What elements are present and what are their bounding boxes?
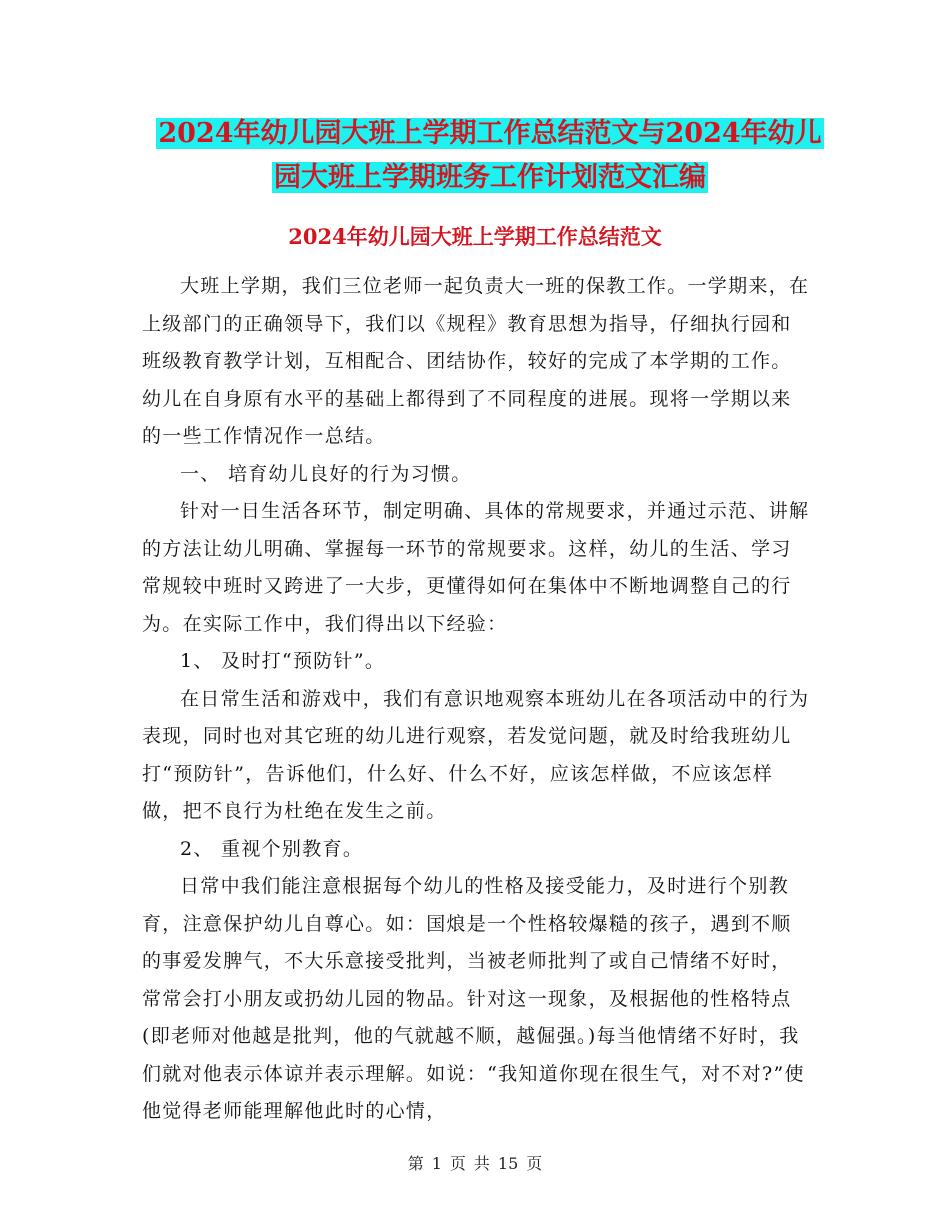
footer-total-label: 共 [473,1154,490,1173]
title-line-1: 2024年幼儿园大班上学期工作总结范文与2024年幼儿 [158,118,822,149]
paragraph: 1、 及时打“预防针”。 [180,650,386,672]
document-title [140,112,840,200]
page-footer [0,1152,950,1176]
footer-total-unit: 页 [526,1154,543,1173]
paragraph: 2、 重视个别教育。 [180,837,364,860]
title-line-2: 园大班上学期班务工作计划范文汇编 [274,162,706,193]
document-body [142,268,810,1131]
footer-page-unit: 页 [449,1154,466,1173]
paragraph: 针对一日生活各环节，制定明确、具体的常规要求，并通过示范、讲解的方法让幼儿明确、掌握每一环节的常规要求。这样，幼儿的生活、学习常规较中班时又跨进了一大步，更懂得如何在集体中不断地调整自己的行为。在实际工作中，我们得出以下经验： [142,500,810,635]
footer-page-label: 第 [407,1154,424,1173]
paragraph: 日常中我们能注意根据每个幼儿的性格及接受能力，及时进行个别教育，注意保护幼儿自尊心。如：国烺是一个性格较爆糙的孩子，遇到不顺的事爱发脾气，不大乐意接受批判，当被老师批判了或自己情绪不好时，常常会打小朋友或扔幼儿园的物品。针对这一现象，及根据他的性格特点(即老师对他越是批判，他的气就越不顺，越倔强。)每当他情绪不好时，我们就对他表示体谅并表示理解。如说：“我知道你现在很生气，对不对?”使他觉得老师能理解他此时的心情， [142,875,805,1122]
section-title: 2024年幼儿园大班上学期工作总结范文 [288,224,662,249]
paragraph: 一、 培育幼儿良好的行为习惯。 [180,462,472,485]
footer-page-current: 1 [431,1154,442,1173]
paragraph: 在日常生活和游戏中，我们有意识地观察本班幼儿在各项活动中的行为表现，同时也对其它班的幼儿进行观察，若发觉问题，就及时给我班幼儿打“预防针”，告诉他们，什么好、什么不好，应该怎样做，不应该怎样做，把不良行为杜绝在发生之前。 [142,687,810,822]
footer-page-total: 15 [497,1154,519,1173]
paragraph: 大班上学期，我们三位老师一起负责大一班的保教工作。一学期来，在上级部门的正确领导下，我们以《规程》教育思想为指导，仔细执行园和班级教育教学计划，互相配合、团结协作，较好的完成了本学期的工作。幼儿在自身原有水平的基础上都得到了不同程度的进展。现将一学期以来的一些工作情况作一总结。 [142,275,810,447]
